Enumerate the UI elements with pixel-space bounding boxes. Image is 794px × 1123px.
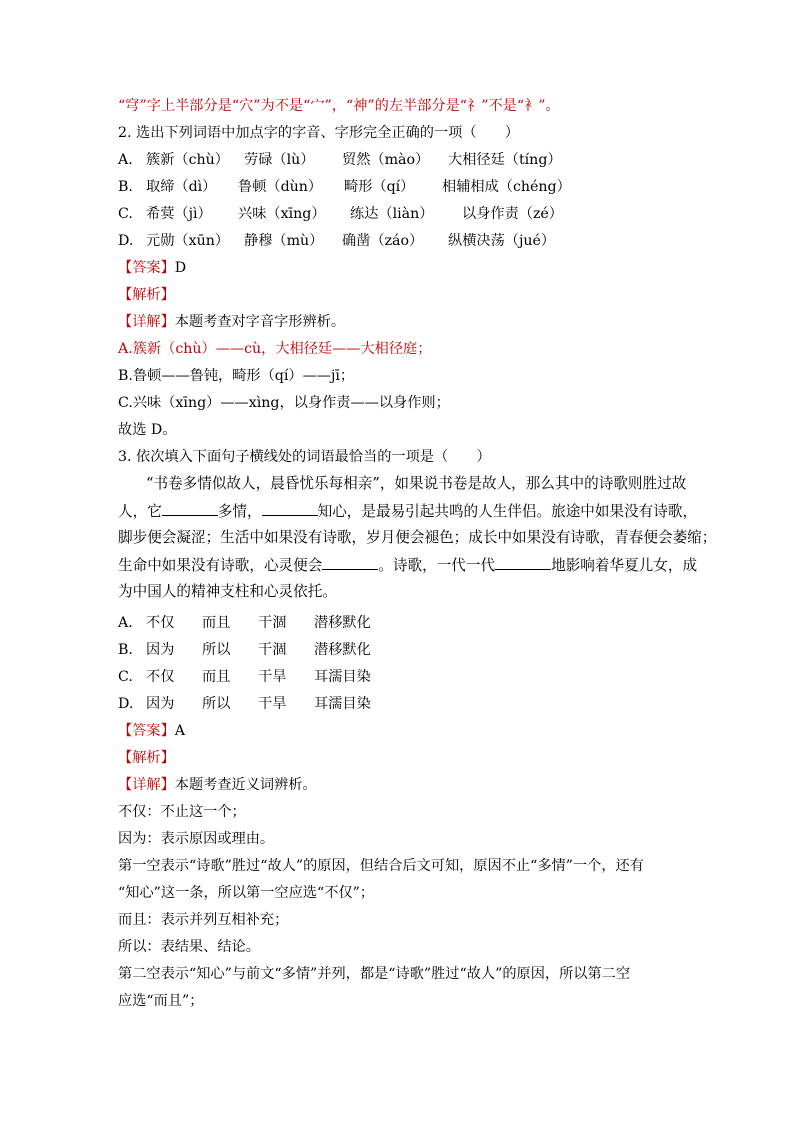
option-item: 干涸 bbox=[258, 642, 287, 658]
fill-blank bbox=[262, 501, 318, 516]
option-label: B. bbox=[118, 642, 133, 658]
option-label: C. bbox=[118, 669, 133, 685]
detail-tag: 【详解】 bbox=[118, 777, 175, 793]
note-line: “穹”字上半部分是“穴”为不是“宀”，“神”的左半部分是“礻”不是“衤”。 bbox=[118, 98, 560, 114]
q2-explain-c: C.兴味（xīng）——xìng，以身作责——以身作则； bbox=[118, 395, 450, 411]
q3-stem: 3. 依次填入下面句子横线处的词语最恰当的一项是（ ） bbox=[118, 449, 491, 465]
option-item: 所以 bbox=[202, 642, 231, 658]
option-item: 不仅 bbox=[146, 669, 175, 685]
q2-conclusion: 故选 D。 bbox=[118, 422, 177, 438]
option-item: 所以 bbox=[202, 696, 231, 712]
passage-text: 知心，是最易引起共鸣的人生伴侣。旅途中如果没有诗歌， bbox=[317, 503, 698, 520]
q2-option-c bbox=[118, 204, 563, 224]
q3-analysis-tag: 【解析】 bbox=[118, 750, 175, 766]
passage-text: 生命中如果没有诗歌，心灵便会 bbox=[118, 557, 323, 574]
option-item: 因为 bbox=[146, 642, 175, 658]
option-item: 练达（liàn） bbox=[350, 206, 434, 222]
q3-passage-line-3: 脚步便会凝涩；生活中如果没有诗歌，岁月便会褪色；成长中如果没有诗歌，青春便会萎缩； bbox=[118, 529, 717, 546]
option-item: 取缔（dì） bbox=[146, 179, 217, 195]
option-item: 元勋（xūn） bbox=[146, 233, 230, 249]
option-item: 潜移默化 bbox=[314, 615, 371, 631]
option-item: 确凿（záo） bbox=[342, 233, 424, 249]
option-item: 以身作责（zé） bbox=[462, 206, 563, 222]
q3-para-1b: “知心”这一条，所以第一空应选“不仅”； bbox=[118, 885, 375, 901]
option-item: 而且 bbox=[202, 669, 231, 685]
option-item: 耳濡目染 bbox=[314, 669, 371, 685]
option-item: 兴味（xīng） bbox=[238, 206, 326, 222]
q3-para-2b: 应选“而且”； bbox=[118, 993, 204, 1009]
q3-option-a bbox=[118, 613, 371, 633]
option-item: 干涸 bbox=[258, 615, 287, 631]
q2-explain-a: A.簇新（chù）——cù，大相径廷——大相径庭； bbox=[118, 341, 432, 357]
q3-option-c bbox=[118, 667, 371, 687]
q3-passage-line-4 bbox=[118, 555, 697, 576]
fill-blank bbox=[322, 555, 378, 570]
q3-def-2: 因为：表示原因或理由。 bbox=[118, 831, 275, 847]
passage-text: 人，它 bbox=[118, 503, 162, 520]
q2-option-b bbox=[118, 177, 571, 197]
q3-detail bbox=[118, 775, 317, 795]
option-label: B. bbox=[118, 179, 133, 195]
answer-value: D bbox=[174, 260, 187, 276]
q3-passage-line-2 bbox=[118, 501, 697, 522]
q3-option-b bbox=[118, 640, 371, 660]
q3-answer bbox=[118, 721, 185, 741]
option-item: 静穆（mù） bbox=[244, 233, 324, 249]
detail-tag: 【详解】 bbox=[118, 314, 175, 330]
option-item: 畸形（qí） bbox=[344, 179, 415, 195]
passage-text: 多情， bbox=[217, 503, 262, 520]
option-item: 劳碌（lù） bbox=[244, 152, 315, 168]
q3-def-1: 不仅：不止这一个； bbox=[118, 804, 246, 820]
option-item: 鲁顿（dùn） bbox=[238, 179, 323, 195]
fill-blank bbox=[495, 555, 551, 570]
option-item: 大相径廷（tíng） bbox=[448, 152, 562, 168]
option-item: 不仅 bbox=[146, 615, 175, 631]
option-item: 干旱 bbox=[258, 696, 287, 712]
q3-para-1a: 第一空表示“诗歌”胜过“故人”的原因，但结合后文可知，原因不止“多情”一个，还有 bbox=[118, 858, 644, 874]
q2-option-a bbox=[118, 150, 562, 170]
q3-option-d bbox=[118, 694, 371, 714]
q3-def-4: 所以：表结果、结论。 bbox=[118, 939, 260, 955]
detail-text: 本题考查对字音字形辨析。 bbox=[174, 314, 346, 330]
answer-tag: 【答案】 bbox=[118, 260, 175, 276]
detail-text: 本题考查近义词辨析。 bbox=[174, 777, 317, 793]
option-item: 簇新（chù） bbox=[146, 152, 229, 168]
option-label: A. bbox=[118, 152, 133, 168]
option-item: 耳濡目染 bbox=[314, 696, 371, 712]
option-item: 潜移默化 bbox=[314, 642, 371, 658]
q2-option-d bbox=[118, 231, 555, 251]
q2-stem: 2. 选出下列词语中加点字的字音、字形完全正确的一项（ ） bbox=[118, 125, 520, 141]
option-item: 希蓂（jì） bbox=[146, 206, 212, 222]
passage-text: 。诗歌，一代一代 bbox=[378, 557, 496, 574]
option-item: 干旱 bbox=[258, 669, 287, 685]
q2-explain-b: B.鲁顿——鲁钝，畸形（qí）——jī； bbox=[118, 368, 355, 384]
option-item: 因为 bbox=[146, 696, 175, 712]
q3-passage-line-1: “书卷多情似故人，晨昏忧乐每相亲”，如果说书卷是故人，那么其中的诗歌则胜过故 bbox=[146, 475, 687, 492]
option-item: 贸然（mào） bbox=[342, 152, 430, 168]
q3-passage-line-5: 为中国人的精神支柱和心灵依托。 bbox=[118, 583, 337, 600]
fill-blank bbox=[162, 501, 218, 516]
q3-para-2a: 第二空表示“知心”与前文“多情”并列，都是“诗歌”胜过“故人”的原因，所以第二空 bbox=[118, 966, 631, 982]
option-item: 相辅相成（chéng） bbox=[442, 179, 571, 195]
answer-tag: 【答案】 bbox=[118, 723, 175, 739]
option-label: A. bbox=[118, 615, 133, 631]
q2-detail bbox=[118, 312, 345, 332]
option-label: D. bbox=[118, 696, 134, 712]
q3-def-3: 而且：表示并列互相补充； bbox=[118, 912, 289, 928]
passage-text: 地影响着华夏儿女，成 bbox=[551, 557, 698, 574]
q2-analysis-tag: 【解析】 bbox=[118, 287, 175, 303]
option-label: D. bbox=[118, 233, 134, 249]
q2-answer bbox=[118, 258, 186, 278]
option-item: 纵横决荡（jué） bbox=[448, 233, 556, 249]
option-label: C. bbox=[118, 206, 133, 222]
option-item: 而且 bbox=[202, 615, 231, 631]
answer-value: A bbox=[174, 723, 186, 739]
